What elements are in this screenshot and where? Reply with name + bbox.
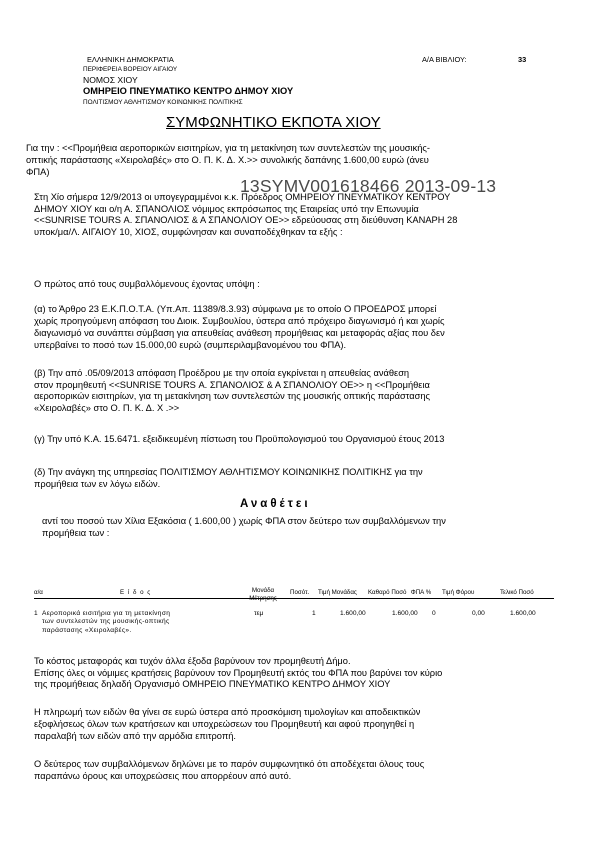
header-prefecture: ΝΟΜΟΣ ΧΙΟΥ [83,75,138,85]
payment-paragraph [34,706,554,742]
assigns-paragraph [42,515,562,539]
assigns-line: προμήθεια των : [42,528,110,538]
parties-line: <<SUNRISE TOURS Α. ΣΠΑΝΟΛΙΟΣ & Α ΣΠΑΝΟΛΙΟΥ ΟΕ>> εδρεύουσας στη διεύθυνση ΚΑΝΑΡΗ 28 [34,215,458,225]
book-number-label: Α/Α ΒΙΒΛΙΟΥ: [422,55,467,64]
first-party-line: Ο πρώτος από τους συμβαλλόμενους έχοντας υπόψη : [34,279,260,289]
costs-line: της προμήθειας δηλαδή Οργανισμό ΟΜΗΡΕΙΟ ΠΝΕΥΜΑΤΙΚΟ ΚΕΝΤΡΟ ΔΗΜΟΥ ΧΙΟΥ [34,679,391,689]
book-number-value: 33 [518,55,527,64]
col-header-aa: α/α [34,589,43,596]
row-aa: 1 [34,610,38,617]
costs-line: Το κόστος μεταφοράς και τυχόν άλλα έξοδα βαρύνουν τον προμηθευτή Δήμο. [34,656,351,666]
header-organization: ΟΜΗΡΕΙΟ ΠΝΕΥΜΑΤΙΚΟ ΚΕΝΤΡΟ ΔΗΜΟΥ ΧΙΟΥ [83,86,294,96]
row-qty: 1 [312,610,316,617]
item-d-line: προμήθεια των εν λόγω ειδών. [34,479,161,489]
row-unit-price: 1.600,00 [340,610,366,617]
item-b-line: «Χειρολαβές» στο Ο. Π. Κ. Δ. Χ .>> [34,402,180,413]
payment-line: εξοφλήσεως όλων των κρατήσεων και υποχρεώσεων του Προμηθευτή και αφού προηγηθεί η [34,719,415,729]
payment-line: παραλαβή των ειδών από την αρμόδια επιτροπή. [34,731,237,741]
second-party-paragraph [34,758,554,782]
header-republic: ΕΛΛΗΝΙΚΗ ΔΗΜΟΚΡΑΤΙΑ [87,55,174,64]
intro-line: οπτικής παράστασης «Χειρολαβές» στο Ο. Π. Κ. Δ. Χ.>> συνολικής δαπάνης 1.600,00 ευρώ (άνευ [26,155,429,165]
table-divider [34,598,554,599]
row-item-line: παράστασης «Χειρολαβές». [42,626,132,634]
item-c-line: (γ) Την υπό Κ.Α. 15.6471. εξειδικευμένη πίστωση του Προϋπολογισμού του Οργανισμού έτους 2013 [34,434,445,444]
assigns-heading: Αναθέτει [240,498,311,510]
item-c-paragraph [34,433,554,445]
item-a-line: χωρίς προηγούμενη απόφαση του Διοικ. Συμβουλίου, ύστερα από πρόχειρο διαγωνισμό ή και χωρίς [34,316,445,326]
row-vat-amount: 0,00 [472,610,485,617]
row-item-line: Αεροπορικά εισιτήρια για τη μετακίνηση [42,610,171,617]
row-unit: τεμ [254,610,264,617]
col-header-qty: Ποσότ. [290,589,310,596]
payment-line: Η πληρωμή των ειδών θα γίνει σε ευρώ ύστερα από προσκόμιση τιμολογίων και αποδεικτικών [34,707,421,717]
item-a-line: υπερβαίνει το ποσό των 15.000,00 ευρώ (συμπεριλαμβανομένου του ΦΠΑ). [34,340,347,350]
second-party-line: Ο δεύτερος των συμβαλλόμενων δηλώνει με το παρόν συμφωνητικό ότι αποδέχεται όλους τους [34,759,425,769]
parties-paragraph [34,192,554,238]
parties-line: Στη Χίο σήμερα 12/9/2013 οι υπογεγραμμένοι κ.κ. Πρόεδρος ΟΜΗΡΕΙΟΥ ΠΝΕΥΜΑΤΙΚΟΥ ΚΕΝΤΡΟΥ [34,192,451,202]
header-region: ΠΕΡΙΦΕΡΕΙΑ ΒΟΡΕΙΟΥ ΑΙΓΑΙΟΥ [83,66,178,73]
row-item [42,610,170,635]
item-b-line: αεροπορικών εισιτηρίων, για τη μετακίνηση των συντελεστών της μουσικής οπτικής παράστασης [34,391,431,401]
row-total: 1.600,00 [510,610,536,617]
parties-line: υποκ/μα/Λ. ΑΙΓΑΙΟΥ 10, ΧΙΟΣ, συμφώνησαν και συναποδέχθηκαν τα εξής : [34,226,343,237]
item-a-paragraph [34,303,554,351]
item-d-paragraph [34,466,554,490]
intro-line: Για την : <<Προμήθεια αεροπορικών εισιτηρίων, για τη μετακίνηση των συντελεστών της μουσικής- [26,143,430,153]
parties-line: ΔΗΜΟΥ ΧΙΟΥ και ο/η Α. ΣΠΑΝΟΛΙΟΣ νόμιμος εκπρόσωπος της Εταιρείας υπό την Επωνυμία [34,203,419,214]
costs-paragraph [34,656,554,691]
item-b-line: (β) Την από .05/09/2013 απόφαση Προέδρου με την οποία εγκρίνεται η απευθείας ανάθεση [34,368,410,378]
item-b-paragraph [34,368,554,414]
item-d-line: (δ) Την ανάγκη της υπηρεσίας ΠΟΛΙΤΙΣΜΟΥ ΑΘΛΗΤΙΣΜΟΥ ΚΟΙΝΩΝΙΚΗΣ ΠΟΛΙΤΙΚΗΣ για την [34,467,423,477]
col-header-net: Καθαρό Ποσό [368,589,407,596]
col-header-unit: Μονάδα Μέτρησης [249,587,277,602]
col-header-unit-price: Τιμή Μονάδας [318,589,357,596]
document-title: ΣΥΜΦΩΝΗΤΙΚΟ ΕΚΠΟΤΑ ΧΙΟΥ [166,114,381,131]
row-vat-pct: 0 [432,610,436,617]
intro-line: ΦΠΑ) [26,167,50,177]
second-party-line: παραπάνω όρους και υποχρεώσεις που απορρέουν από αυτό. [34,771,292,781]
item-b-line: στον προμηθευτή <<SUNRISE TOURS Α. ΣΠΑΝΟΛΙΟΣ & Α ΣΠΑΝΟΛΙΟΥ ΟΕ>> η <<Προμήθεια [34,379,430,390]
first-party-paragraph [34,278,554,290]
assigns-line: αντί του ποσού των Χίλια Εξακόσια ( 1.600,00 ) χωρίς ΦΠΑ στον δεύτερο των συμβαλλόμενων την [42,516,446,526]
header-department: ΠΟΛΙΤΙΣΜΟΥ ΑΘΛΗΤΙΣΜΟΥ ΚΟΙΝΩΝΙΚΗΣ ΠΟΛΙΤΙΚΗΣ [83,99,243,106]
col-header-vat-amount: Τιμή Φόρου [442,589,475,596]
ada-stamp: 13SYMV001618466 2013-09-13 [240,176,497,196]
costs-line: Επίσης όλες οι νόμιμες κρατήσεις βαρύνουν τον Προμηθευτή εκτός του ΦΠΑ που βαρύνει τον κύριο [34,667,443,678]
col-header-total: Τελικό Ποσό [500,589,534,596]
col-header-item: Ε ί δ ο ς [120,589,152,596]
item-a-line: διαγωνισμό να συνάπτει σύμβαση για απευθείας ανάθεση προμήθειας και μεταφοράς αξίας που δεν [34,328,445,338]
item-a-line: (α) το Άρθρο 23 Ε.Κ.Π.Ο.Τ.Α. (Υπ.Απ. 11389/8.3.93) σύμφωνα με το οποίο Ο ΠΡΟΕΔΡΟΣ μπορεί [34,304,437,314]
row-item-line: των συντελεστών της μουσικής-οπτικής [42,618,170,626]
row-net: 1.600,00 [392,610,418,617]
intro-paragraph [26,142,546,178]
col-header-vat-pct: ΦΠΑ % [410,589,432,596]
